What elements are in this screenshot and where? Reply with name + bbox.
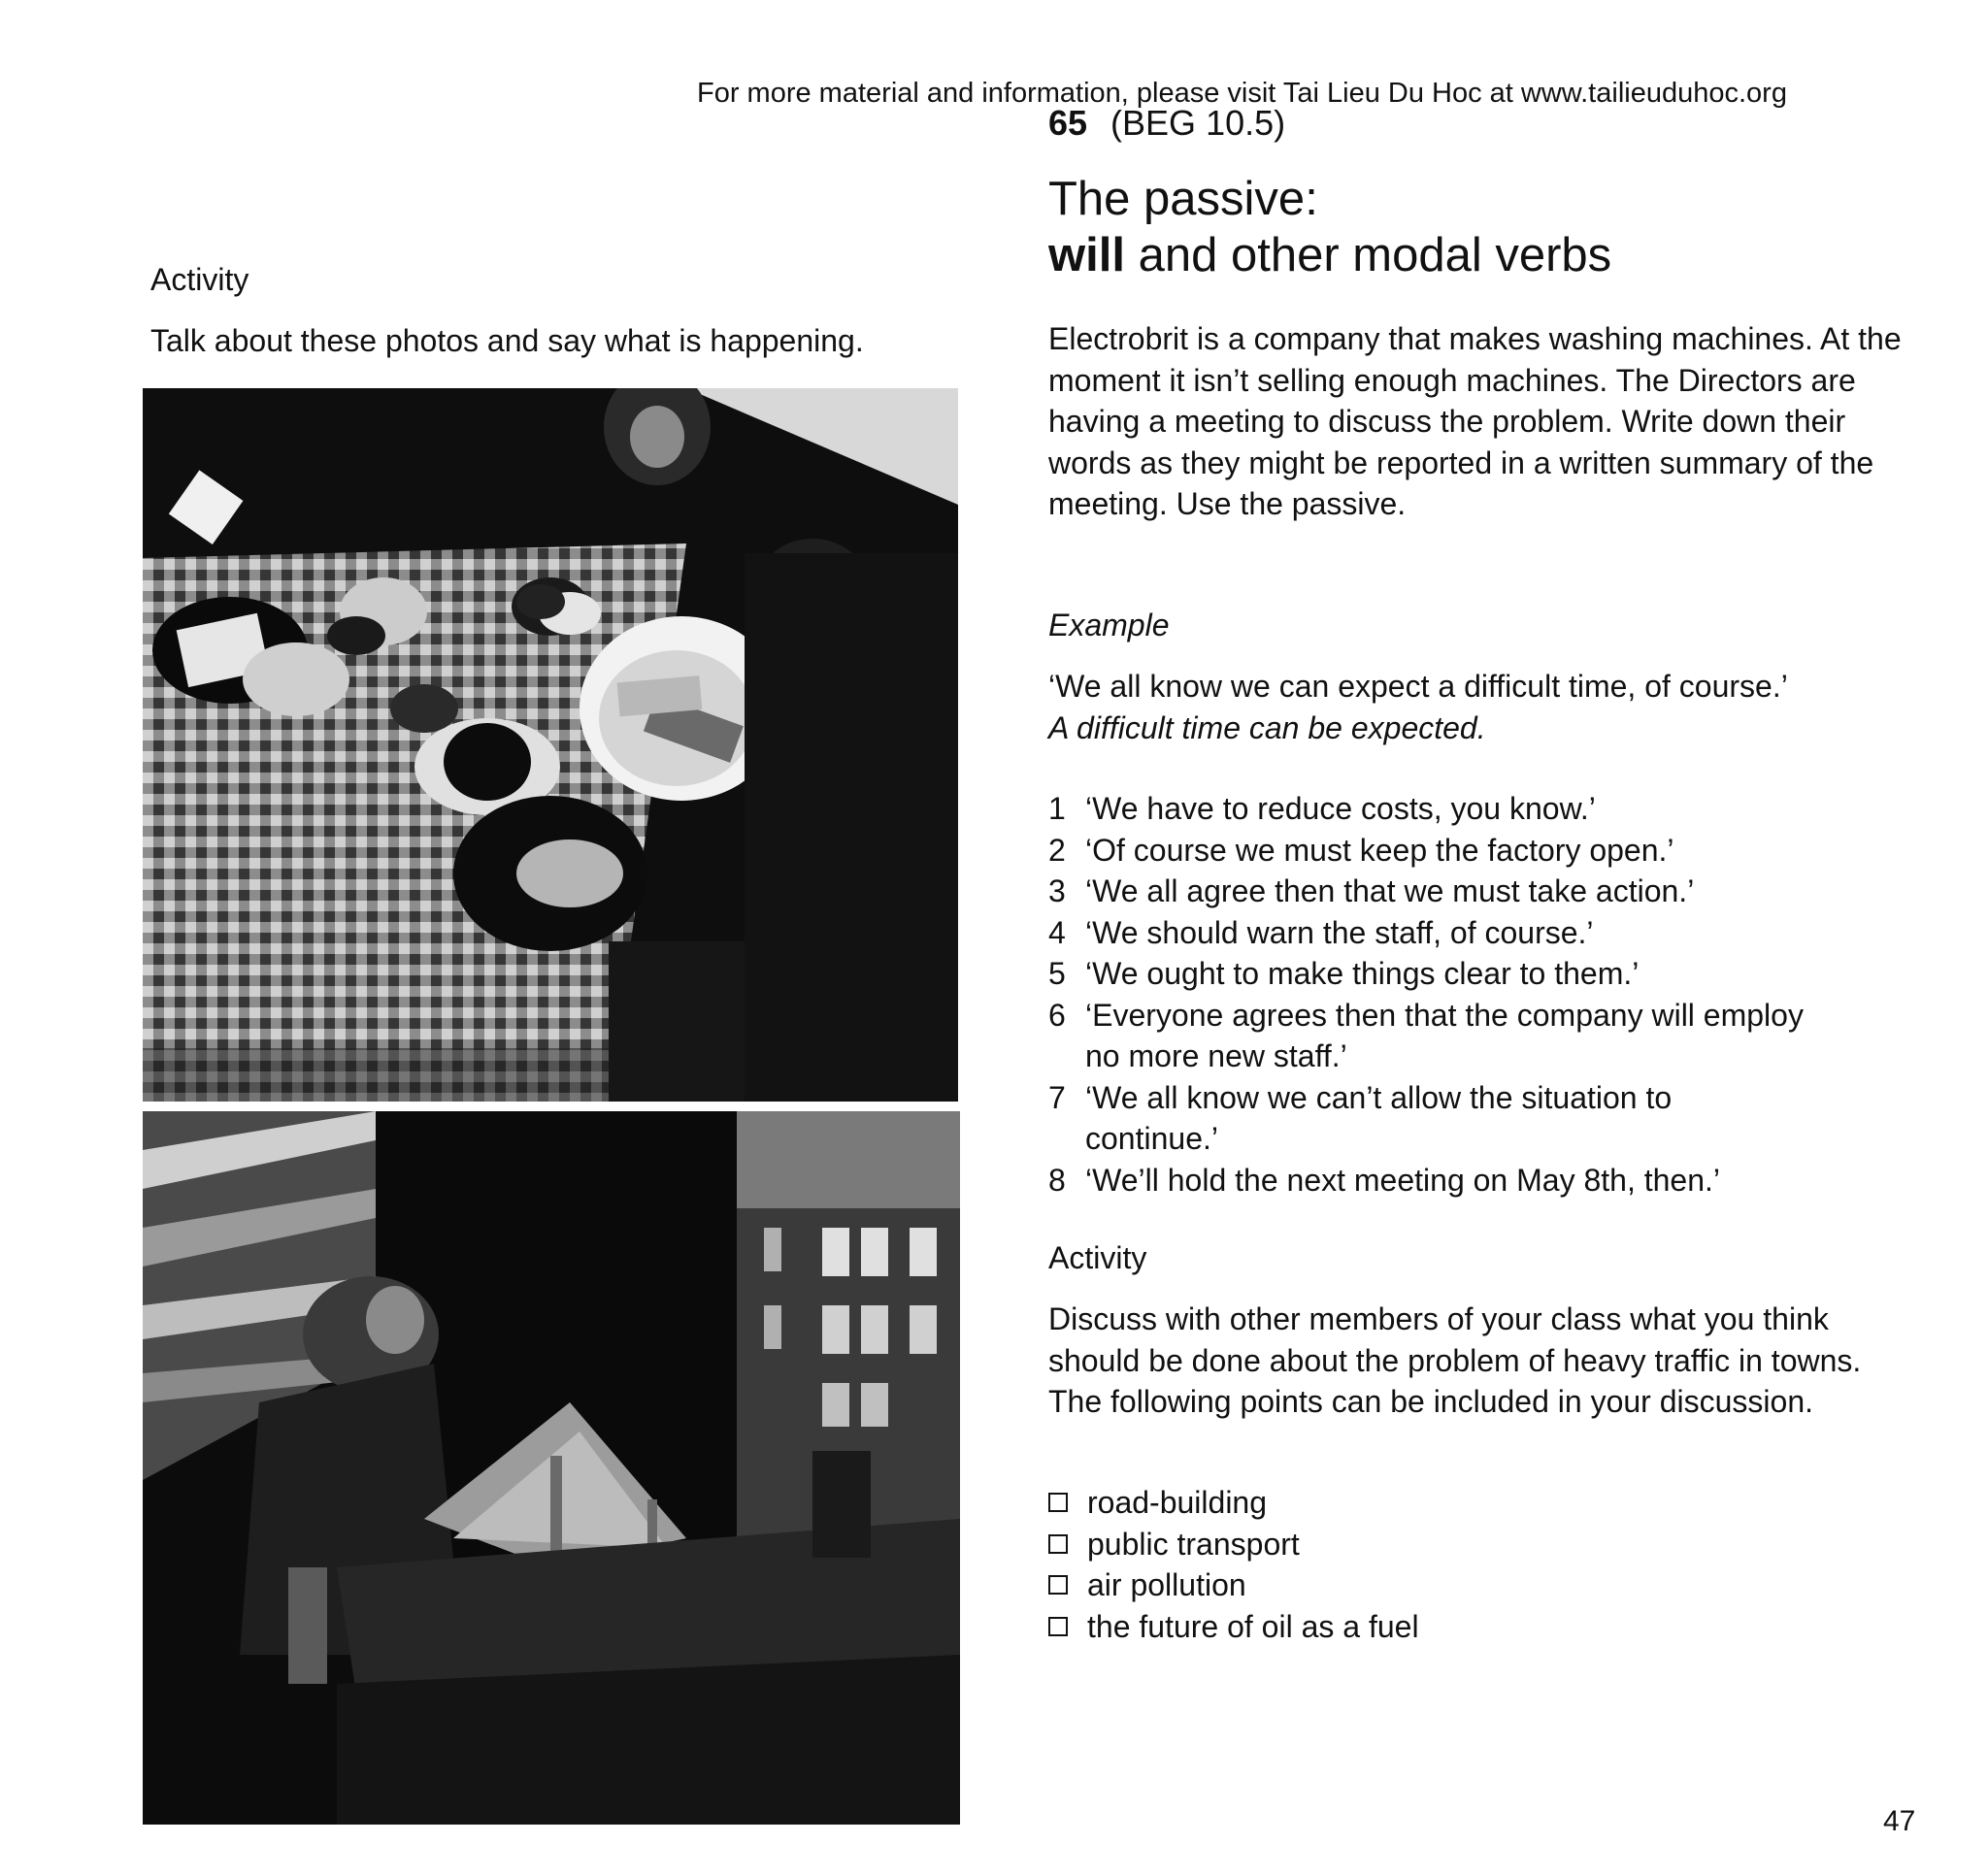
checkbox[interactable] bbox=[1048, 1617, 1068, 1636]
unit-number: 65 bbox=[1048, 103, 1088, 143]
exercise-text: ‘We all agree then that we must take action.’ bbox=[1085, 873, 1695, 908]
list-item bbox=[1048, 1482, 1419, 1524]
exercise-number: 3 bbox=[1048, 873, 1066, 908]
list-item bbox=[1048, 953, 1806, 995]
list-item bbox=[1048, 788, 1806, 830]
title-line-1: The passive: bbox=[1048, 173, 1318, 225]
photo-street-illustration bbox=[143, 1111, 960, 1825]
exercise-text: ‘We have to reduce costs, you know.’ bbox=[1085, 791, 1596, 826]
checkbox[interactable] bbox=[1048, 1575, 1068, 1595]
list-item bbox=[1048, 995, 1806, 1077]
exercise-number: 6 bbox=[1048, 997, 1066, 1033]
example-quote: ‘We all know we can expect a difficult time, of course.’ bbox=[1048, 669, 1788, 704]
title-line-2 bbox=[1048, 227, 1611, 283]
exercise-number: 8 bbox=[1048, 1162, 1066, 1198]
left-activity-text: Talk about these photos and say what is happening. bbox=[150, 323, 864, 358]
header-note: For more material and information, please visit Tai Lieu Du Hoc at www.tailieuduhoc.org bbox=[697, 78, 1787, 109]
list-item bbox=[1048, 1077, 1806, 1160]
title-bold-word: will bbox=[1048, 229, 1125, 281]
exercise-text: ‘Of course we must keep the factory open.’ bbox=[1085, 832, 1674, 868]
point-text: public transport bbox=[1087, 1526, 1300, 1562]
photo-breakfast-table bbox=[143, 388, 958, 1102]
activity-text: Discuss with other members of your class what you think should be done about the problem of heavy traffic in towns. The following points can be included in your discussion. bbox=[1048, 1301, 1862, 1419]
checkbox[interactable] bbox=[1048, 1493, 1068, 1512]
exercise-text: ‘Everyone agrees then that the company will employ no more new staff.’ bbox=[1085, 997, 1804, 1073]
point-text: air pollution bbox=[1087, 1567, 1246, 1602]
exercise-number: 5 bbox=[1048, 956, 1066, 991]
left-activity-heading: Activity bbox=[150, 262, 249, 297]
exercise-text: ‘We ought to make things clear to them.’ bbox=[1085, 956, 1640, 991]
example-label: Example bbox=[1048, 608, 1170, 642]
exercise-list bbox=[1048, 788, 1806, 1201]
point-text: road-building bbox=[1087, 1485, 1268, 1520]
list-item bbox=[1048, 830, 1806, 872]
page-title bbox=[1048, 171, 1611, 283]
unit-heading bbox=[1048, 103, 1285, 144]
page-number: 47 bbox=[1883, 1805, 1916, 1837]
exercise-number: 7 bbox=[1048, 1079, 1066, 1115]
example-block bbox=[1048, 666, 1922, 748]
example-answer: A difficult time can be expected. bbox=[1048, 709, 1486, 745]
title-line-2-rest: and other modal verbs bbox=[1124, 229, 1612, 281]
discussion-points bbox=[1048, 1482, 1419, 1647]
list-item bbox=[1048, 1564, 1419, 1606]
list-item bbox=[1048, 912, 1806, 954]
exercise-text: ‘We all know we can’t allow the situation to continue.’ bbox=[1085, 1079, 1673, 1156]
exercise-number: 1 bbox=[1048, 791, 1066, 826]
list-item bbox=[1048, 1160, 1806, 1201]
unit-reference: (BEG 10.5) bbox=[1110, 103, 1286, 143]
activity-heading: Activity bbox=[1048, 1240, 1147, 1275]
photo-street-building bbox=[143, 1111, 960, 1825]
intro-paragraph: Electrobrit is a company that makes washing machines. At the moment it isn’t selling enough machines. The Directors are having a meeting to discuss the problem. Write down their words as they might be reported in a written summary of the meeting. Use the passive. bbox=[1048, 321, 1902, 521]
list-item bbox=[1048, 1524, 1419, 1565]
exercise-number: 2 bbox=[1048, 832, 1066, 868]
point-text: the future of oil as a fuel bbox=[1087, 1608, 1419, 1644]
exercise-number: 4 bbox=[1048, 914, 1066, 950]
list-item bbox=[1048, 871, 1806, 912]
exercise-text: ‘We should warn the staff, of course.’ bbox=[1085, 914, 1594, 950]
photo-breakfast-illustration bbox=[143, 388, 958, 1102]
exercise-text: ‘We’ll hold the next meeting on May 8th, then.’ bbox=[1085, 1162, 1720, 1198]
checkbox[interactable] bbox=[1048, 1534, 1068, 1554]
list-item bbox=[1048, 1606, 1419, 1648]
